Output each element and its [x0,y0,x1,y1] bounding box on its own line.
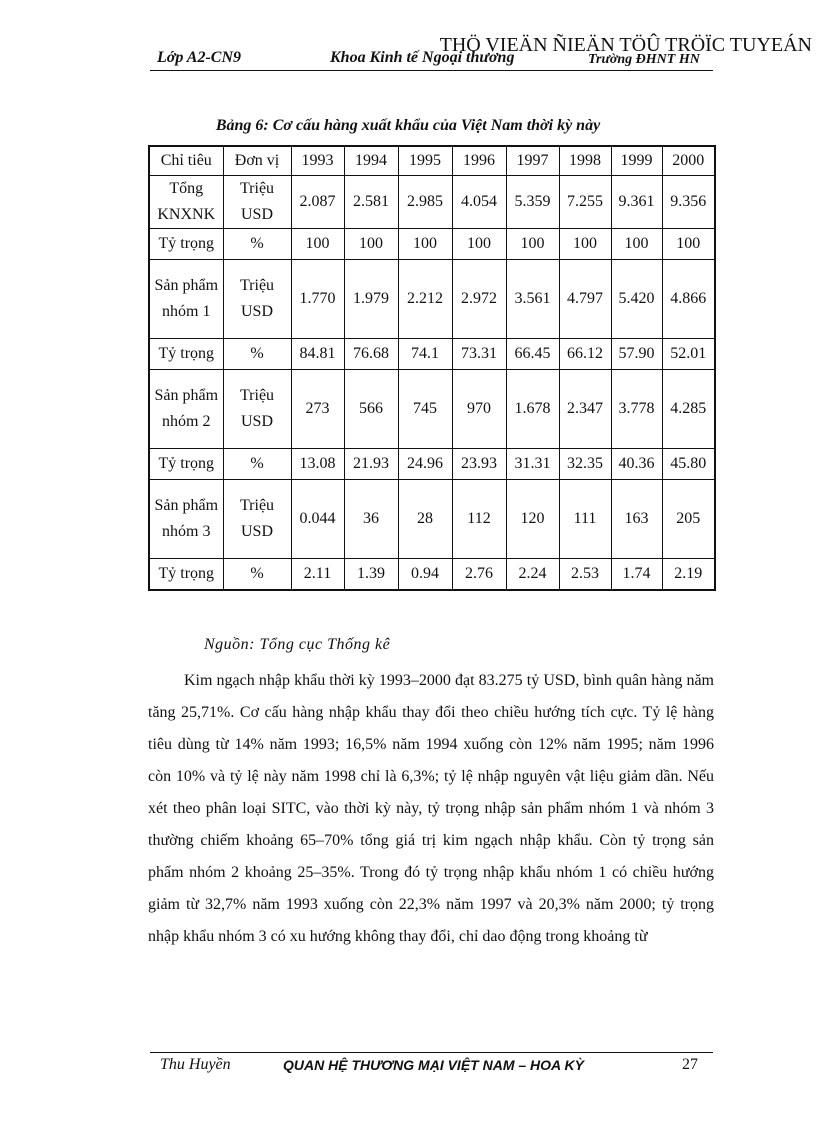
footer-title: QUAN HỆ THƯƠNG MẠI VIỆT NAM – HOA KỲ [283,1057,584,1073]
table-cell: 28 [398,480,452,559]
body-paragraph: Kim ngạch nhập khẩu thời kỳ 1993–2000 đạt 83.275 tỷ USD, bình quân hàng năm tăng 25,71%. Cơ cấu hàng nhập khẩu thay đổi theo chiều hướng tích cực. Tỷ lệ hàng tiêu dùng từ 14% năm 1993; 16,5% năm 1994 xuống còn 12% năm 1995; năm 1996 còn 10% và tỷ lệ này năm 1998 chỉ là 6,3%; tỷ lệ nhập nguyên vật liệu giảm dần. Nếu xét theo phân loại SITC, vào thời kỳ này, tỷ trọng nhập sản phẩm nhóm 1 và nhóm 3 thường chiếm khoảng 65–70% tổng giá trị kim ngạch nhập khẩu. Còn tỷ trọng sản phẩm nhóm 2 khoảng 25–35%. Trong đó tỷ trọng nhập khẩu nhóm 1 có chiều hướng giảm từ 32,7% năm 1993 xuống còn 22,3% năm 1997 và 20,3% năm 2000; tỷ trọng nhập khẩu nhóm 3 có xu hướng không thay đổi, chỉ dao động trong khoảng từ [148,672,714,945]
table-cell: 2.985 [398,176,452,229]
table-cell: 745 [398,370,452,449]
row-unit: % [223,449,291,480]
table-cell: 73.31 [452,339,506,370]
table-cell: 970 [452,370,506,449]
table-cell: 2.53 [559,559,611,591]
table-row [149,229,715,260]
table-cell: 23.93 [452,449,506,480]
table-cell: 112 [452,480,506,559]
table-cell: 100 [291,229,344,260]
table-cell: 0.94 [398,559,452,591]
row-label: Tỷ trọng [149,339,223,370]
row-label: Sản phẩm nhóm 2 [149,370,223,449]
table-cell: 1.770 [291,260,344,339]
table-cell: 4.285 [662,370,715,449]
table-cell: 36 [344,480,398,559]
table-cell: 2.76 [452,559,506,591]
table-cell: 163 [611,480,662,559]
column-header: Đơn vị [223,146,291,176]
table-cell: 1.74 [611,559,662,591]
header-faculty: Khoa Kinh tế Ngoại thương [330,49,515,66]
row-unit: Triệu USD [223,370,291,449]
page-number: 27 [682,1056,698,1073]
table-row [149,449,715,480]
table-row [149,339,715,370]
table-cell: 13.08 [291,449,344,480]
table-cell: 2.212 [398,260,452,339]
column-header: 1993 [291,146,344,176]
table-cell: 31.31 [506,449,559,480]
row-label: Sản phẩm nhóm 1 [149,260,223,339]
table-cell: 100 [344,229,398,260]
row-unit: % [223,339,291,370]
table-caption: Bảng 6: Cơ cấu hàng xuất khẩu của Việt Nam thời kỳ này [215,117,601,134]
table-cell: 4.797 [559,260,611,339]
column-header: 1999 [611,146,662,176]
table-cell: 4.054 [452,176,506,229]
row-unit: Triệu USD [223,176,291,229]
table-cell: 100 [662,229,715,260]
column-header: 1998 [559,146,611,176]
table-cell: 5.420 [611,260,662,339]
column-header: 2000 [662,146,715,176]
table-cell: 9.356 [662,176,715,229]
table-cell: 3.561 [506,260,559,339]
table-cell: 2.087 [291,176,344,229]
table-cell: 100 [452,229,506,260]
table-cell: 100 [398,229,452,260]
table-cell: 9.361 [611,176,662,229]
row-label: Tỷ trọng [149,229,223,260]
table-row [149,260,715,339]
table-cell: 21.93 [344,449,398,480]
table-cell: 1.979 [344,260,398,339]
table-cell: 74.1 [398,339,452,370]
row-label: Tổng KNXNK [149,176,223,229]
table-cell: 5.359 [506,176,559,229]
table-cell: 4.866 [662,260,715,339]
footer-author: Thu Huyền [160,1056,231,1073]
table-cell: 100 [559,229,611,260]
row-unit: % [223,229,291,260]
table-cell: 2.972 [452,260,506,339]
column-header: 1995 [398,146,452,176]
footer-rule [150,1052,713,1053]
export-structure-table [148,145,716,591]
row-unit: Triệu USD [223,480,291,559]
table-cell: 2.19 [662,559,715,591]
header-rule [150,70,713,71]
table-cell: 24.96 [398,449,452,480]
table-cell: 2.347 [559,370,611,449]
table-cell: 45.80 [662,449,715,480]
table-cell: 84.81 [291,339,344,370]
table-row [149,480,715,559]
column-header: 1994 [344,146,398,176]
row-unit: Triệu USD [223,260,291,339]
table-header-row [149,146,715,176]
row-label: Tỷ trọng [149,449,223,480]
table-cell: 100 [611,229,662,260]
table-cell: 205 [662,480,715,559]
table-cell: 111 [559,480,611,559]
header-school: Trường ĐHNT HN [588,52,700,67]
column-header: Chỉ tiêu [149,146,223,176]
table-cell: 120 [506,480,559,559]
table-cell: 52.01 [662,339,715,370]
source-note: Nguồn: Tổng cục Thống kê [204,636,391,653]
table-cell: 566 [344,370,398,449]
table-cell: 32.35 [559,449,611,480]
table-cell: 3.778 [611,370,662,449]
table-cell: 40.36 [611,449,662,480]
table-cell: 7.255 [559,176,611,229]
table-cell: 1.39 [344,559,398,591]
table-cell: 2.581 [344,176,398,229]
table-cell: 2.24 [506,559,559,591]
table-cell: 100 [506,229,559,260]
table-row [149,176,715,229]
table-cell: 57.90 [611,339,662,370]
row-label: Sản phẩm nhóm 3 [149,480,223,559]
header-watermark: THÖ VIEÄN ÑIEÄN TÖÛ TRÖÏC TUYEÁN [439,34,812,56]
table-cell: 2.11 [291,559,344,591]
table-cell: 1.678 [506,370,559,449]
header-class: Lớp A2-CN9 [157,49,241,66]
table-cell: 66.12 [559,339,611,370]
column-header: 1997 [506,146,559,176]
table-cell: 76.68 [344,339,398,370]
row-unit: % [223,559,291,591]
table-row [149,559,715,591]
table-cell: 66.45 [506,339,559,370]
table-cell: 273 [291,370,344,449]
column-header: 1996 [452,146,506,176]
table-cell: 0.044 [291,480,344,559]
table-row [149,370,715,449]
row-label: Tỷ trọng [149,559,223,591]
